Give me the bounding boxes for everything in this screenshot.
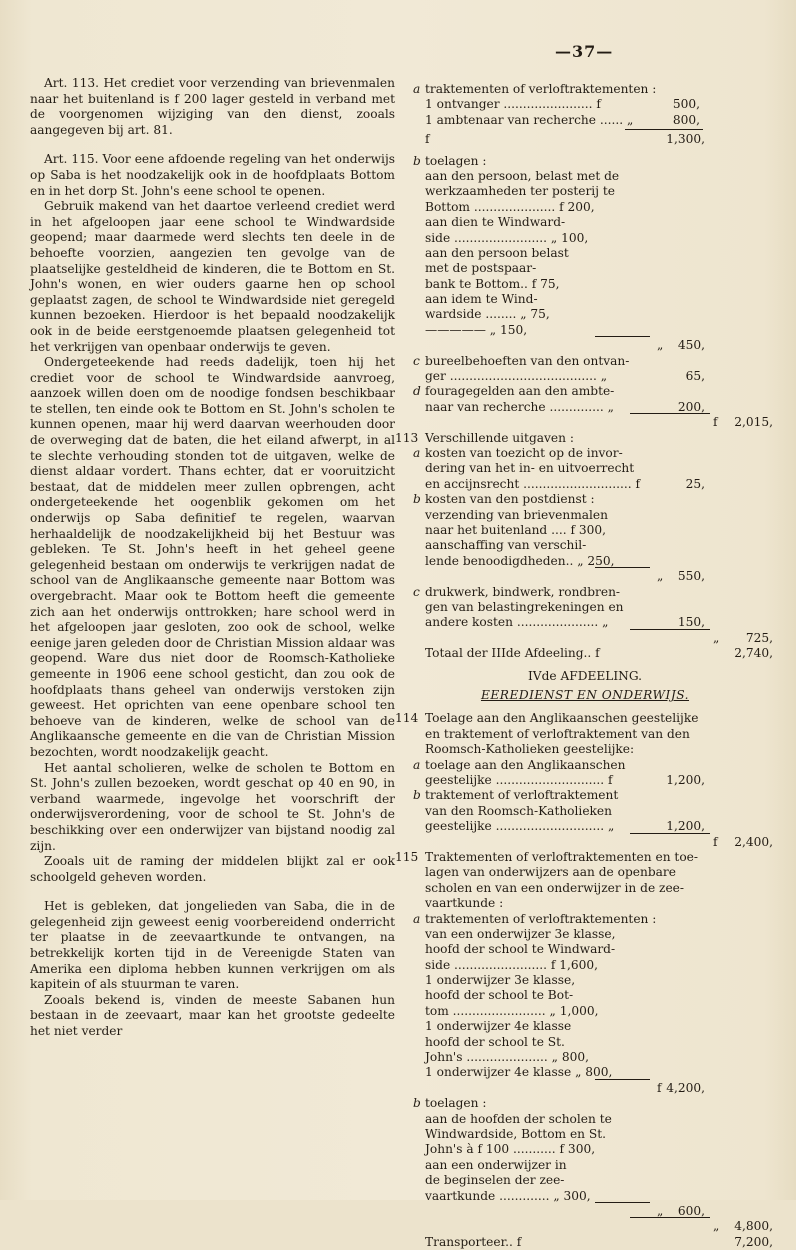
budget-line xyxy=(395,727,775,742)
line-text: gen van belastingrekeningen en xyxy=(425,599,624,614)
line-text: John's à f 100 ........... f 300, xyxy=(425,1142,596,1157)
line-text: 1 onderwijzer 4e klasse xyxy=(425,1019,572,1034)
line-text: f xyxy=(425,132,430,147)
amount: 725, xyxy=(745,630,773,645)
budget-line xyxy=(395,132,775,147)
item-marker: b xyxy=(413,492,421,507)
budget-line xyxy=(395,1019,775,1034)
budget-line xyxy=(395,942,775,957)
paragraph: Zooals uit de raming der middelen blijkt zal er ook schoolgeld geheven worden. xyxy=(30,854,395,884)
budget-line xyxy=(395,1050,775,1065)
budget-line xyxy=(395,615,775,630)
currency-mark: „ xyxy=(713,1219,720,1234)
budget-line xyxy=(395,1112,775,1127)
sum-rule xyxy=(595,336,650,337)
line-text: drukwerk, bindwerk, rondbren- xyxy=(425,584,621,599)
line-text: toelage aan den Anglikaanschen xyxy=(425,757,626,772)
budget-line xyxy=(395,850,775,865)
line-text: aan een onderwijzer in xyxy=(425,1157,567,1172)
line-text: geestelijke ............................ f xyxy=(425,773,613,788)
budget-line xyxy=(395,461,775,476)
budget-line xyxy=(395,154,775,169)
line-text: traktement of verloftraktement xyxy=(425,788,619,803)
line-text: aan idem te Wind- xyxy=(425,292,538,307)
paragraph-art-115: Art. 115. Voor eene afdoende regeling van het onderwijs op Saba is het noodzakelijk ook in de hoofdplaats Bottom en in het dorp St. John's eene school te openen. xyxy=(30,152,395,198)
sum-rule xyxy=(630,833,710,834)
amount: 600, xyxy=(677,1203,705,1218)
line-text: fouragegelden aan den ambte- xyxy=(425,384,615,399)
budget-line xyxy=(395,323,775,338)
budget-line xyxy=(395,1173,775,1188)
line-text: 1 ambtenaar van recherche ...... „ xyxy=(425,112,634,127)
amount: 1,200, xyxy=(666,819,705,834)
line-text: toelagen : xyxy=(425,153,487,168)
budget-line xyxy=(395,788,775,803)
budget-line xyxy=(395,246,775,261)
budget-line xyxy=(395,292,775,307)
budget-line xyxy=(395,973,775,988)
budget-line xyxy=(395,446,775,461)
item-marker: a xyxy=(413,82,421,96)
budget-line xyxy=(395,369,775,384)
paragraph-art-113: Art. 113. Het crediet voor verzending van brievenmalen naar het buitenland is f 200 lager gesteld in verband met de voorgenomen wijziging van den dienst, zooals aangegeven bij art. 81. xyxy=(30,76,395,137)
line-text: side ........................ „ 100, xyxy=(425,230,589,245)
budget-line xyxy=(395,492,775,507)
budget-line xyxy=(395,277,775,292)
line-text: vaartkunde ............. „ 300, xyxy=(425,1188,591,1203)
line-text: van een onderwijzer 3e klasse, xyxy=(425,926,616,941)
paragraph: Zooals bekend is, vinden de meeste Sabanen hun bestaan in de zeevaart, maar kan het grootste gedeelte het niet verder xyxy=(30,992,395,1039)
line-text: aan de hoofden der scholen te xyxy=(425,1111,612,1126)
right-column xyxy=(395,82,775,1250)
currency-mark: „ xyxy=(657,1203,664,1218)
line-text: side ........................ f 1,600, xyxy=(425,957,599,972)
item-marker: b xyxy=(413,153,421,168)
line-text: lende benoodigdheden.. „ 250, xyxy=(425,553,615,568)
section-heading: IVde AFDEELING. xyxy=(527,669,643,684)
budget-line xyxy=(395,819,775,834)
line-text: aanschaffing van verschil- xyxy=(425,538,587,553)
budget-line xyxy=(395,1189,775,1204)
item-marker: a xyxy=(413,911,421,926)
line-text: aan den persoon, belast met de xyxy=(425,168,620,183)
line-text: en traktement of verloftraktement van den xyxy=(425,726,690,741)
budget-block-section-3 xyxy=(395,82,775,661)
sum-rule xyxy=(625,129,703,130)
budget-line xyxy=(395,773,775,788)
amount: 7,200, xyxy=(734,1234,773,1249)
line-text: naar van recherche .............. „ xyxy=(425,399,614,414)
budget-line xyxy=(395,1204,775,1219)
budget-line xyxy=(395,1127,775,1142)
budget-line xyxy=(395,835,775,850)
amount: 200, xyxy=(677,399,705,414)
sum-rule xyxy=(630,629,710,630)
line-text: 1 ontvanger ....................... f xyxy=(425,97,601,112)
budget-line xyxy=(395,927,775,942)
paragraph: Het aantal scholieren, welke de scholen te Bottom en St. John's zullen bezoeken, wordt geschat op 40 en 90, in verband waarmede, ingevolge het voorschrift der onderwijsverordening, voor de school te St. John's de beschikking over een onderwijzer van bijstand noodig zal zijn. xyxy=(30,760,395,853)
budget-line xyxy=(395,261,775,276)
budget-block-section-4 xyxy=(395,711,775,1250)
item-number: 114 xyxy=(395,711,419,726)
item-marker: c xyxy=(413,584,420,599)
line-text: naar het buitenland .... f 300, xyxy=(425,522,607,537)
left-column xyxy=(30,76,395,1040)
section-subheading: EEREDIENST EN ONDERWIJS. xyxy=(480,688,690,703)
line-text: kosten van den postdienst : xyxy=(425,492,595,507)
paragraph: Ondergeteekende had reeds dadelijk, toen hij het crediet voor de school te Windwardside aanvroeg, aanzoek willen doen om de noodige fondsen beschikbaar te stellen, ten einde ook te Bottom en St. John's scholen te kunnen openen, maar hij werd daarvan weerhouden door de overweging dat de baten, die het eiland afwerpt, in al te slechte verhouding stonden tot de uitgaven, welke de dienst aldaar vordert. Thans echter, dat er vooruitzicht bestaat, dat de middelen meer zullen opbrengen, acht ondergeteekende het oogenblik gekomen om het onderwijs op Saba definitief te regelen, waarvan herhaaldelijk de noodzakelijkheid bij het Bestuur was gebleken. Te St. John's heeft in het geheel geene gelegenheid bestaan om onderwijs te verkrijgen nadat de school van de Anglikaansche gemeente naar Bottom was overgebracht. Maar ook te Bottom heeft die gemeente zich aan het onderwijs onttrokken; hare school werd in het afgeloopen jaar gesloten, zoo ook de school, welke eenige jaren geleden door de Christian Mission aldaar was geopend. Ware dus niet door de Roomsch-Katholieke gemeente in 1906 eene school gesticht, dan zou ook de hoofdplaats thans geheel van onderwijs verstoken zijn geweest. Het oprichten van eene openbare school ten behoeve van de kinderen, welke de school van de Anglikaansche gemeente en die van de Christian Mission bezochten, wordt noodzakelijk geacht. xyxy=(30,355,395,759)
amount: 2,740, xyxy=(734,646,773,661)
line-text: aan dien te Windward- xyxy=(425,215,566,230)
budget-line xyxy=(395,113,775,128)
budget-line xyxy=(395,384,775,399)
line-text: traktementen of verloftraktementen : xyxy=(425,911,657,926)
currency-mark: „ xyxy=(657,569,664,584)
amount: 500, xyxy=(672,97,700,112)
line-text: traktementen of verloftraktementen : xyxy=(425,82,657,96)
item-number: 115 xyxy=(395,849,419,864)
budget-line xyxy=(395,958,775,973)
item-marker: b xyxy=(413,1096,421,1111)
budget-line xyxy=(395,415,775,430)
item-marker: a xyxy=(413,445,421,460)
line-text: John's ..................... „ 800, xyxy=(425,1050,589,1065)
item-marker: d xyxy=(413,384,421,399)
budget-line xyxy=(395,711,775,726)
line-text: andere kosten ..................... „ xyxy=(425,615,609,630)
budget-line xyxy=(395,600,775,615)
line-text: van den Roomsch-Katholieken xyxy=(425,803,612,818)
currency-mark: f xyxy=(713,415,718,430)
currency-mark: „ xyxy=(713,630,720,645)
line-text: Windwardside, Bottom en St. xyxy=(425,1127,607,1141)
budget-line xyxy=(395,1065,775,1080)
budget-line xyxy=(395,1235,775,1250)
sum-rule xyxy=(630,413,710,414)
amount: 4,200, xyxy=(666,1080,705,1095)
line-text: hoofd der school te Bot- xyxy=(425,988,574,1003)
line-text: de beginselen der zee- xyxy=(425,1173,565,1188)
line-text: Transporteer.. f xyxy=(425,1234,522,1249)
line-text: Totaal der IIIde Afdeeling.. f xyxy=(425,646,600,661)
amount: 25, xyxy=(685,476,705,491)
budget-line xyxy=(395,646,775,661)
budget-line xyxy=(395,804,775,819)
amount: 150, xyxy=(677,615,705,630)
line-text: 1 onderwijzer 4e klasse „ 800, xyxy=(425,1065,613,1080)
sum-rule xyxy=(595,1079,650,1080)
line-text: hoofd der school te Windward- xyxy=(425,942,616,957)
budget-line xyxy=(395,215,775,230)
line-text: toelagen : xyxy=(425,1096,487,1111)
budget-line xyxy=(395,338,775,353)
budget-line xyxy=(395,988,775,1003)
amount: 550, xyxy=(677,569,705,584)
amount: 1,300, xyxy=(666,132,705,147)
amount: 2,015, xyxy=(734,415,773,430)
amount: 1,200, xyxy=(666,773,705,788)
budget-line xyxy=(395,231,775,246)
budget-line xyxy=(395,82,775,97)
item-number: 113 xyxy=(395,430,419,445)
line-text: Verschillende uitgaven : xyxy=(425,430,574,445)
sum-rule xyxy=(595,567,650,568)
budget-line xyxy=(395,354,775,369)
paragraph: Gebruik makend van het daartoe verleend crediet werd in het afgeloopen jaar eene school te Windwardside geopend; maar daarmede werd slechts ten deele in de behoefte voorzien, aangezien ten gevolge van de plaatselijke gesteldheid de kinderen, die te Bottom en St. John's wonen, en wier ouders gaarne hen op school geplaatst zagen, de school te Windwardside niet geregeld kunnen bezoeken. Hierdoor is het bepaald noodzakelijk ook in de beide eerstgenoemde plaatsen gelegenheid tot het verkrijgen van openbaar onderwijs te geven. xyxy=(30,199,395,354)
line-text: Toelage aan den Anglikaanschen geestelijke xyxy=(425,711,699,726)
budget-line xyxy=(395,896,775,911)
budget-line xyxy=(395,742,775,757)
budget-line xyxy=(395,585,775,600)
line-text: Roomsch-Katholieken geestelijke: xyxy=(425,742,635,757)
budget-line xyxy=(395,200,775,215)
line-text: bureelbehoeften van den ontvan- xyxy=(425,353,630,368)
item-marker: c xyxy=(413,353,420,368)
amount: 2,400, xyxy=(734,834,773,849)
sum-rule xyxy=(630,1217,710,1218)
budget-line xyxy=(395,307,775,322)
line-text: lagen van onderwijzers aan de openbare xyxy=(425,865,676,880)
line-text: Traktementen of verloftraktementen en toe- xyxy=(425,849,698,864)
line-text: vaartkunde : xyxy=(425,896,504,911)
page-number: —37— xyxy=(555,42,614,61)
line-text: met de postspaar- xyxy=(425,261,537,276)
line-text: bank te Bottom.. f 75, xyxy=(425,276,560,291)
line-text: verzending van brievenmalen xyxy=(425,507,608,522)
line-text: ————— „ 150, xyxy=(425,322,528,337)
budget-line xyxy=(395,1035,775,1050)
budget-line xyxy=(395,184,775,199)
line-text: dering van het in- en uitvoerrecht xyxy=(425,461,635,476)
budget-line xyxy=(395,1142,775,1157)
budget-line xyxy=(395,477,775,492)
line-text: 1 onderwijzer 3e klasse, xyxy=(425,973,576,988)
line-text: tom ........................ „ 1,000, xyxy=(425,1003,599,1018)
line-text: wardside ........ „ 75, xyxy=(425,307,550,322)
budget-line xyxy=(395,1096,775,1111)
line-text: Bottom ..................... f 200, xyxy=(425,199,595,214)
amount: 4,800, xyxy=(734,1219,773,1234)
budget-line xyxy=(395,431,775,446)
item-marker: a xyxy=(413,757,421,772)
budget-line xyxy=(395,508,775,523)
line-text: werkzaamheden ter posterij te xyxy=(425,184,615,199)
budget-line xyxy=(395,554,775,569)
budget-line xyxy=(395,523,775,538)
budget-line xyxy=(395,1219,775,1234)
budget-line xyxy=(395,1158,775,1173)
budget-line xyxy=(395,912,775,927)
line-text: kosten van toezicht op de invor- xyxy=(425,445,623,460)
sum-rule xyxy=(595,1202,650,1203)
budget-line xyxy=(395,881,775,896)
currency-mark: f xyxy=(713,834,718,849)
budget-line xyxy=(395,631,775,646)
budget-line xyxy=(395,400,775,415)
budget-line xyxy=(395,538,775,553)
line-text: scholen en van een onderwijzer in de zee- xyxy=(425,880,685,895)
line-text: hoofd der school te St. xyxy=(425,1034,565,1049)
line-text: ger ...................................... „ xyxy=(425,369,608,384)
amount: 450, xyxy=(677,338,705,353)
amount: 800, xyxy=(672,112,700,127)
line-text: aan den persoon belast xyxy=(425,245,569,260)
budget-line xyxy=(395,97,775,112)
budget-line xyxy=(395,865,775,880)
budget-line xyxy=(395,169,775,184)
budget-line xyxy=(395,1081,775,1096)
currency-mark: f xyxy=(657,1080,662,1095)
line-text: geestelijke ............................ „ xyxy=(425,819,615,834)
line-text: en accijnsrecht ............................ f xyxy=(425,476,640,491)
item-marker: b xyxy=(413,788,421,803)
currency-mark: „ xyxy=(657,338,664,353)
budget-line xyxy=(395,758,775,773)
paragraph: Het is gebleken, dat jongelieden van Saba, die in de gelegenheid zijn geweest eenig voorbereidend onderricht ter plaatse in de zeevaartkunde te ontvangen, na betrekkelijk korten tijd in de Vereenigde Staten van Amerika een diploma hebben kunnen verkrijgen om als kapitein of als stuurman te varen. xyxy=(30,899,395,992)
budget-line xyxy=(395,1004,775,1019)
budget-line xyxy=(395,569,775,584)
amount: 65, xyxy=(685,369,705,384)
